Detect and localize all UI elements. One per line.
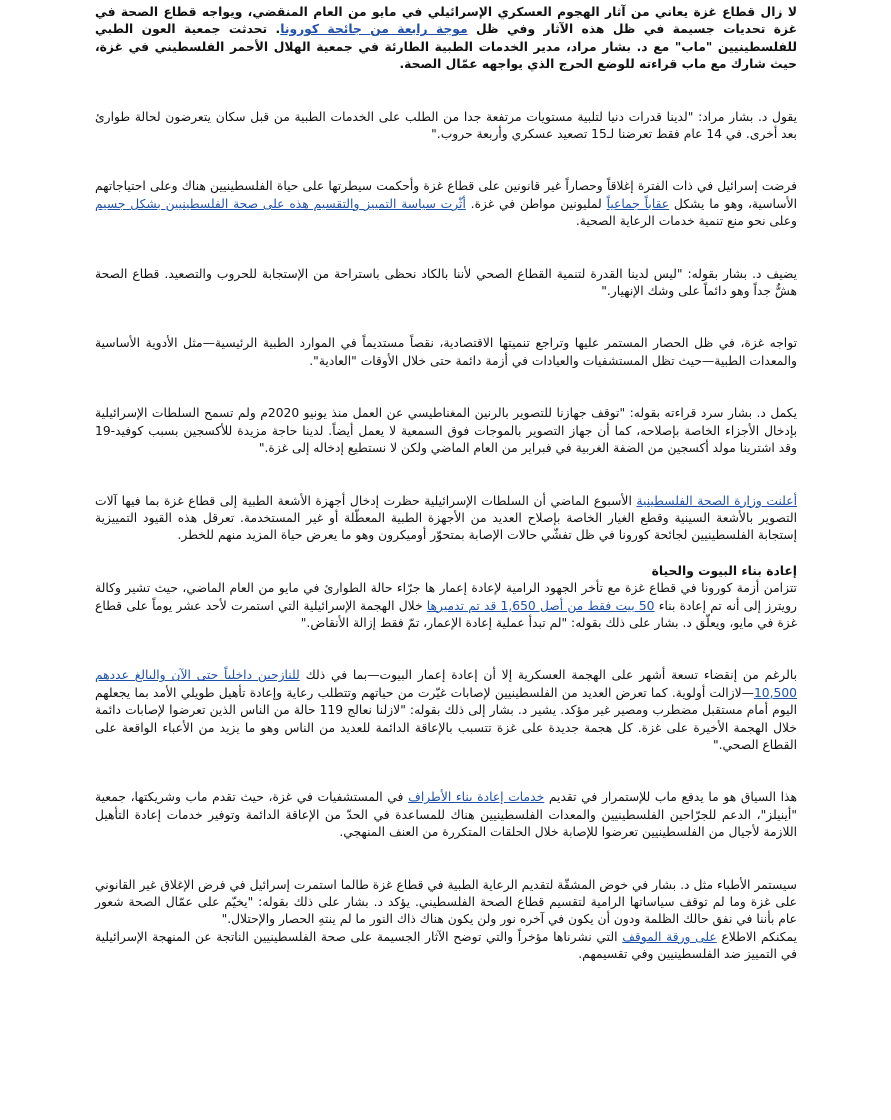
- intro-text-2: . تحدثت جمعية العون الطبي للفلسطينيين "ماب" مع د. بشار مراد، مدير الخدمات الطبية الطارئة في جمعية الهلال الأحمر الفلسطيني في غزة، حيث شارك مع ماب قراءته للوضع الحرج الذي يواجهه عمّال الصحة.: [95, 22, 797, 72]
- paragraph-tunnel-quote: سيستمر الأطباء مثل د. بشار في خوض المشقّة لتقديم الرعاية الطبية في قطاع غزة طالما استمرت إسرائيل في فرض الإغلاق غير القانوني على غزة وما لم توقف سياساتها الرامية لتقسيم قطاع الصحة الفلسطيني. يؤكد د. بشار على ذلك بقوله: "يخيّم على عمّال الصحة شعور عام بأننا في نفق حالك الظلمة ودون أن يكون في آخره نور ولن يكون هناك ذاك النور ما لم ينتهِ الحصار والإحتلال.": [95, 877, 797, 927]
- intro-paragraph: [95, 4, 797, 74]
- displaced-text-2: —لازالت أولوية. كما تعرض العديد من الفلسطينيين لإصابات غيّرت من حياتهم وتتطلب رعاية وإعادة تأهيل طويلي الأمد بما يجعلهم اليوم أمام مستقبل مضطرب ومصير غير مؤكد. يشير د. بشار إلى ذلك بقوله: "لازلنا نعالج 119 حالة من الناس الذين تعرضوا لإصابات دائمة خلال الهجمة الأخيرة على غزة. كل هجمة جديدة على غزة تتسبب بالإعاقة الدائمة للعديد من الناس وهو ما يزيد من الأعباء الواقعة على القطاع الصحي.": [95, 685, 797, 752]
- blockade-text-2: لمليونين مواطن في غزة.: [465, 196, 607, 211]
- limb-text-1: هذا السياق هو ما يدفع ماب للإستمرار في تقديم: [544, 790, 797, 805]
- position-text-1: يمكنكم الاطلاع: [716, 929, 797, 944]
- paragraph-ministry: [95, 493, 797, 545]
- paragraph-displaced: [95, 667, 797, 754]
- ministry-text-1: الأسبوع الماضي أن السلطات الإسرائيلية حظرت إدخال أجهزة الأشعة الطبية إلى قطاع غزة بما فيها آلات التصوير بالأشعة السينية وقطع الغيار الخاصة بإصلاح العديد من الأجهزة الطبية المعطّلة أو غير المستخدمة. تعرقل هذه القيود التمييزية إستجابة الفلسطينيين لجائحة كورونا في ظل تفشّي حالات الإصابة بمتحوّر أوميكرون وهو ما يعرض حياة المزيد منهم للخطر.: [95, 493, 797, 543]
- paragraph-murad-quote: يقول د. بشار مراد: "لدينا قدرات دنيا لتلبية مستويات مرتفعة جدا من الطلب على الخدمات الطبية من قبل سكان يتعرضون لحالة طوارئ بعد أخرى. في 14 عام فقط تعرضنا لـ15 تصعيد عسكري وأربعة حروب.": [95, 109, 797, 142]
- link-fourth-covid-wave[interactable]: موجة رابعة من جائحة كورونا: [280, 22, 468, 37]
- paragraph-reconstruction: [95, 580, 797, 632]
- link-limb-reconstruction-services[interactable]: خدمات إعادة بناء الأطراف: [408, 790, 545, 805]
- link-internally-displaced[interactable]: للنازحين داخلياً حتى الآن والبالغ عددهم 10,500: [95, 668, 797, 700]
- intro-text-1: لا زال قطاع غزة يعاني من آثار الهجوم العسكري الإسرائيلي في مايو من العام المنقضي، ويواجه قطاع الصحة في غزة تحديات جسيمة في ظل هذه الآثار وفي ظل: [95, 5, 798, 37]
- paragraph-blockade: [95, 178, 797, 230]
- position-text-2: التي نشرناها مؤخراً والتي توضح الآثار الجسيمة على صحة الفلسطينيين الناتجة عن المنهجة الإسرائيلية في التمييز ضد الفلسطينيين وفي تقسيمهم.: [95, 929, 797, 962]
- paragraph-fragile-sector: يضيف د. بشار بقوله: "ليس لدينا القدرة لتنمية القطاع الصحي لأننا بالكاد نحظى باستراحة من الإستجابة للحروب والتصعيد. قطاع الصحة هشٌّ جداً وهو دائماً على وشك الإنهيار.": [95, 266, 797, 299]
- link-homes-rebuilt[interactable]: 50 بيت فقط من أصل 1,650 قد تم تدميرها: [426, 598, 655, 613]
- blockade-text-3: وعلى نحو منع تنمية خدمات الرعاية الصحية.: [575, 214, 797, 229]
- blockade-text-1: فرضت إسرائيل في ذات الفترة إغلاقاً وحصاراً غير قانونين على قطاع غزة وأحكمت سيطرتها على حياة الفلسطينيين هناك وعلى احتياجاتهم الأساسية، وهو ما يشكل: [95, 179, 798, 211]
- reconstruction-text-1: تتزامن أزمة كورونا في قطاع غزة مع تأخر الجهود الرامية لإعادة إعمار ها جرّاء حالة الطوارئ في مايو من العام الماضي، حيث تشير وكالة رويترز إلى أنه تم إعادة بناء: [95, 581, 797, 613]
- limb-text-2: في المستشفيات في غزة، حيث تقدم ماب وشريكتها، جمعية "أينيلز"، الدعم للجرّاحين الفلسطينيين والمعدات الفلسطينيين هناك للمساعدة في الحدّ من الإعاقة الدائمة وتوفير خدمات إعادة التأهيل اللازمة لأجيال من الفلسطينيين تعرضوا للإصابة خلال الحلقات المتكررة من العنف المنهجي.: [95, 790, 797, 840]
- link-position-paper[interactable]: على ورقة الموقف: [622, 929, 717, 944]
- link-fragmentation-policy[interactable]: أثّرت سياسة التمييز والتقسيم هذه على صحة الفلسطينيين بشكل جسيم: [95, 196, 466, 211]
- section-heading-rebuilding: إعادة بناء البيوت والحياة: [651, 563, 797, 578]
- paragraph-limb-reconstruction: [95, 789, 797, 841]
- displaced-text-1: بالرغم من إنقضاء تسعة أشهر على الهجمة العسكرية إلا أن إعادة إعمار البيوت—بما في ذلك: [299, 668, 797, 683]
- link-collective-punishment[interactable]: عقاباً جماعياً: [606, 196, 670, 211]
- paragraph-shortages: تواجه غزة، في ظل الحصار المستمر عليها وتراجع تنميتها الاقتصادية، نقصاً مستديماً في الموارد الطبية الرئيسية—مثل الأدوية الأساسية والمعدات الطبية—حيث تظل المستشفيات والعيادات في أزمة دائمة حتى خلال الأوقات "العادية".: [95, 336, 797, 368]
- link-ministry-of-health[interactable]: أعلنت وزارة الصحة الفلسطينية: [636, 493, 797, 508]
- reconstruction-text-2: خلال الهجمة الإسرائيلية التي استمرت لأحد عشر يوماً على قطاع غزة في مايو، ويعلّق د. بشار على ذلك بقوله: "لم تبدأ عملية إعادة الإعمار، تمّ فقط إزالة الأنقاض.": [95, 598, 797, 630]
- paragraph-mri: يكمل د. بشار سرد قراءته بقوله: "توقف جهازنا للتصوير بالرنين المغناطيسي عن العمل منذ يونيو 2020م ولم تسمح السلطات الإسرائيلية بإدخال الأجزاء الخاصة بإصلاحه، كما أن جهاز التصوير بالموجات فوق السمعية لا يعمل أيضاً. لدينا حاجة مزيدة للأكسجين بسبب كوفيد-19 وقد اشترينا مولد أكسجين من الضفة الغربية في فبراير من العام الماضي ولكن لا نستطيع إدخاله إلى غزة.": [95, 406, 797, 456]
- paragraph-position-paper: [95, 929, 797, 964]
